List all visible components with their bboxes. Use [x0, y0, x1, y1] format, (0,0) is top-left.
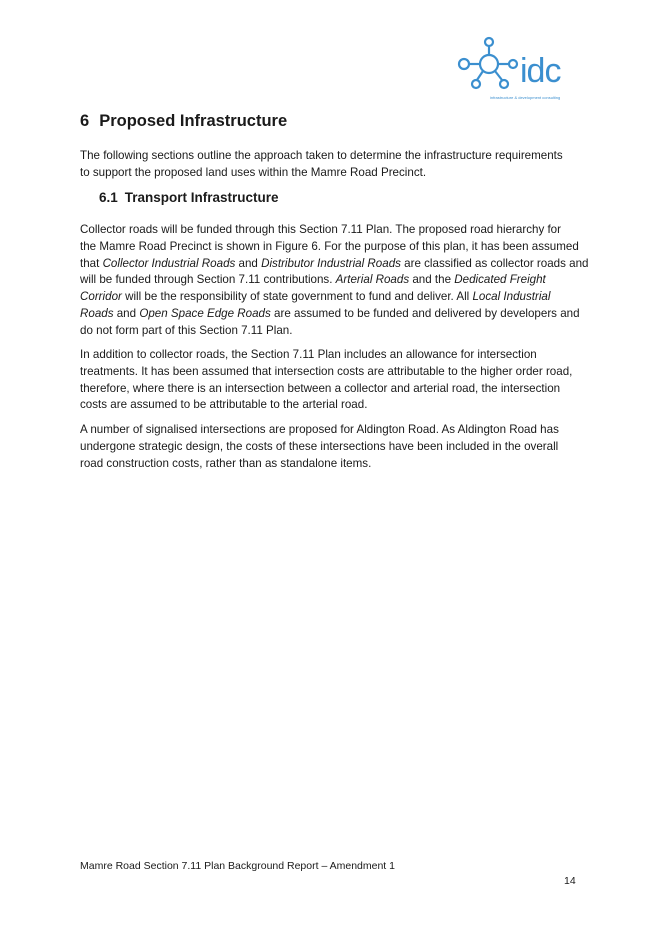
italic-term: Roads — [80, 306, 114, 320]
text-line: that Collector Industrial Roads and Distributor Industrial Roads are classified as collector roads and — [80, 256, 589, 270]
text-line: therefore, where there is an intersection between a collector and arterial road, the intersection — [80, 381, 561, 395]
text-line: undergone strategic design, the costs of these intersections have been included in the overall — [80, 439, 559, 453]
text-line: road construction costs, rather than as standalone items. — [80, 456, 372, 470]
italic-term: Local Industrial — [472, 290, 551, 304]
subsection-title: Transport Infrastructure — [124, 190, 279, 205]
paragraph-aldington-road — [80, 422, 582, 472]
text-line: treatments. It has been assumed that intersection costs are attributable to the higher order road, — [80, 364, 573, 378]
text-line: The following sections outline the approach taken to determine the infrastructure requirements — [80, 149, 563, 162]
text-line: Collector roads will be funded through this Section 7.11 Plan. The proposed road hierarchy for — [80, 223, 561, 236]
text-line: Corridor will be the responsibility of state government to fund and deliver. All Local Industrial — [80, 290, 551, 304]
footer-text: Mamre Road Section 7.11 Plan Background Report – Amendment 1 — [80, 860, 395, 872]
italic-term: Corridor — [80, 290, 122, 304]
text-line: Roads and Open Space Edge Roads are assumed to be funded and delivered by developers and — [80, 306, 580, 320]
italic-term: Collector Industrial Roads — [102, 256, 236, 270]
section-title: Proposed Infrastructure — [99, 112, 288, 130]
italic-term: Distributor Industrial Roads — [261, 256, 401, 270]
section-intro — [80, 148, 582, 182]
italic-term: Arterial Roads — [335, 273, 410, 287]
logo-wordmark: idc — [520, 52, 561, 90]
paragraph-collector-roads — [80, 222, 589, 340]
section-heading — [80, 112, 287, 131]
page-number: 14 — [564, 875, 576, 887]
text-line: the Mamre Road Precinct is shown in Figure 6. For the purpose of this plan, it has been assumed — [80, 239, 579, 253]
text-line: costs are assumed to be attributable to the arterial road. — [80, 398, 368, 412]
section-number: 6 — [80, 112, 90, 130]
text-line: In addition to collector roads, the Section 7.11 Plan includes an allowance for intersection — [80, 348, 537, 361]
paragraph-intersections — [80, 347, 582, 414]
text-line: to support the proposed land uses within the Mamre Road Precinct. — [80, 165, 427, 179]
text-line: do not form part of this Section 7.11 Plan. — [80, 323, 293, 337]
subsection-heading — [99, 190, 279, 205]
italic-term: Dedicated Freight — [454, 273, 546, 287]
italic-term: Open Space Edge Roads — [139, 306, 271, 320]
subsection-number: 6.1 — [99, 190, 118, 205]
logo-tagline: infrastructure & development consulting — [490, 95, 561, 100]
text-line: A number of signalised intersections are proposed for Aldington Road. As Aldington Road has — [80, 423, 559, 436]
text-line: will be funded through Section 7.11 contributions. Arterial Roads and the Dedicated Freight — [80, 273, 546, 287]
